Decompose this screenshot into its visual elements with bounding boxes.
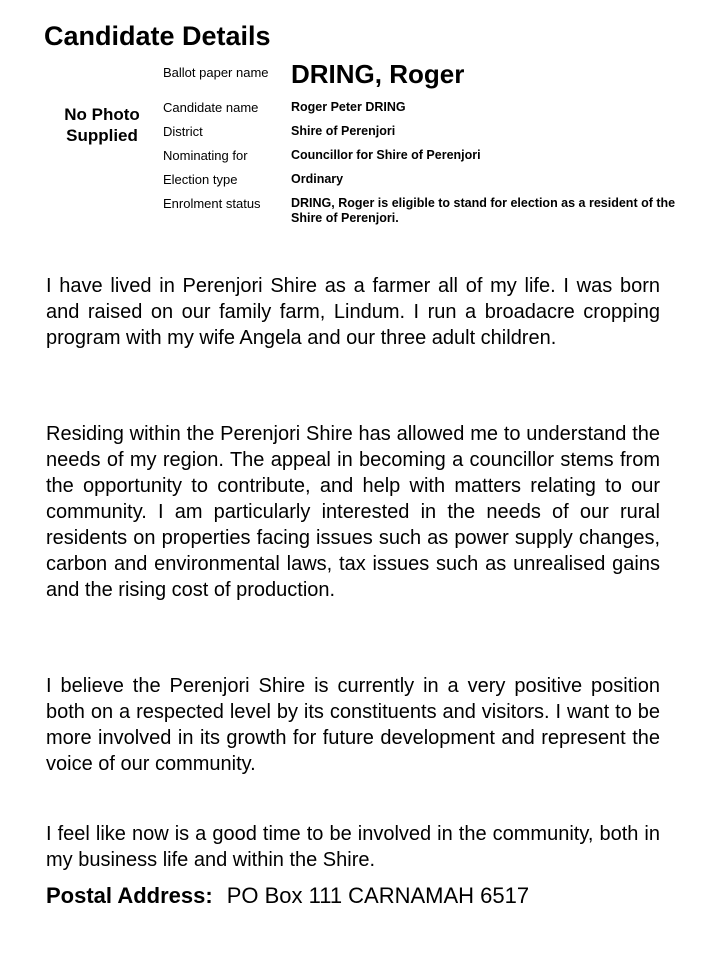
detail-row-candidate-name: [163, 100, 693, 115]
detail-row-district: [163, 124, 693, 139]
statement-paragraph-3: I believe the Perenjori Shire is currently in a very positive position both on a respected level by its constituents and visitors. I want to be more involved in its growth for future development and represent the voice of our community.: [46, 675, 660, 775]
page-title: Candidate Details: [44, 21, 271, 51]
postal-address-label: Postal Address:: [46, 883, 213, 908]
ballot-paper-name-label: Ballot paper name: [163, 65, 269, 80]
detail-label: Enrolment status: [163, 196, 261, 211]
detail-value: Roger Peter DRING: [291, 100, 406, 114]
ballot-paper-name-value: DRING, Roger: [291, 59, 465, 89]
detail-label: District: [163, 124, 203, 139]
detail-row-enrolment-status: [163, 196, 693, 226]
candidate-details-table: [163, 100, 693, 235]
detail-value: Shire of Perenjori: [291, 124, 396, 138]
detail-value: DRING, Roger is eligible to stand for election as a resident of the Shire of Perenjori.: [291, 196, 676, 225]
statement-paragraph-4: I feel like now is a good time to be involved in the community, both in my business life and within the Shire.: [46, 823, 660, 871]
detail-label: Candidate name: [163, 100, 259, 115]
postal-address-value: PO Box 111 CARNAMAH 6517: [226, 883, 530, 908]
detail-label: Nominating for: [163, 148, 248, 163]
no-photo-placeholder: No Photo Supplied: [64, 105, 140, 145]
detail-value: Councillor for Shire of Perenjori: [291, 148, 481, 162]
detail-value: Ordinary: [291, 172, 344, 186]
detail-label: Election type: [163, 172, 238, 187]
detail-row-election-type: [163, 172, 693, 187]
statement-paragraph-1: I have lived in Perenjori Shire as a farmer all of my life. I was born and raised on our family farm, Lindum. I run a broadacre cropping program with my wife Angela and our three adult children.: [46, 275, 660, 349]
detail-row-nominating-for: [163, 148, 693, 163]
postal-address: [46, 882, 529, 910]
statement-paragraph-2: Residing within the Perenjori Shire has allowed me to understand the needs of my region. The appeal in becoming a councillor stems from the opportunity to contribute, and help with matters relating to our community. I am particularly interested in the needs of our rural residents on properties facing issues such as power supply changes, carbon and environmental laws, tax issues such as unrealised gains and the rising cost of production.: [46, 423, 660, 601]
